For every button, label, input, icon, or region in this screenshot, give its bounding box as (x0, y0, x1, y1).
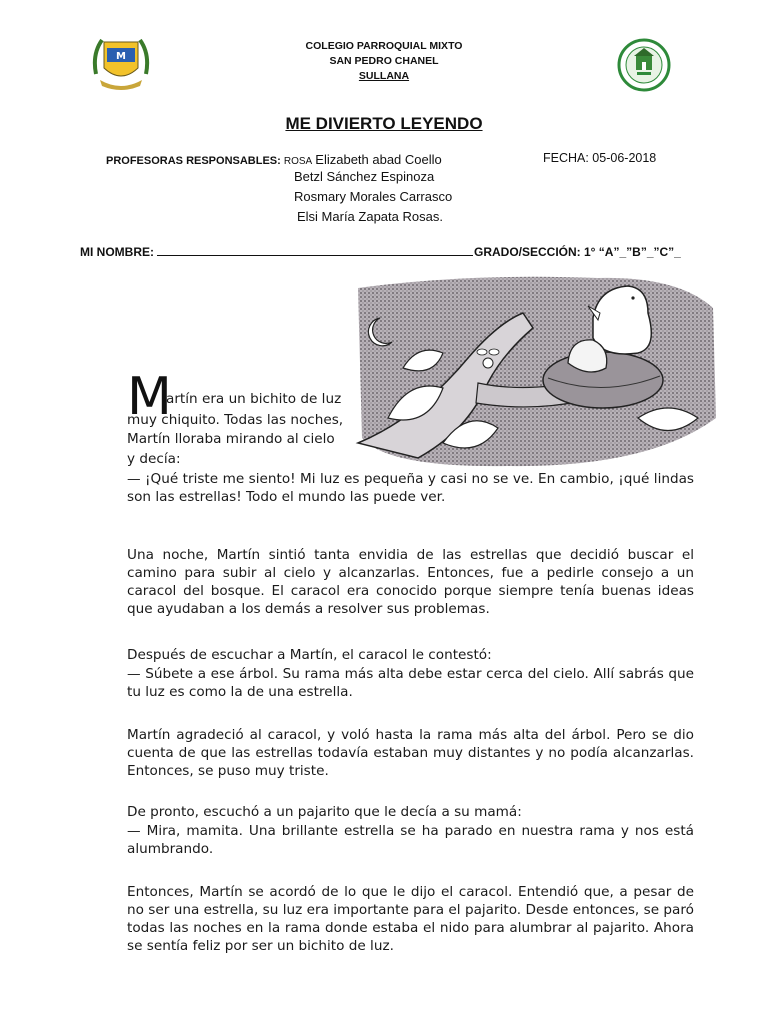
name-blank-line[interactable] (157, 255, 473, 256)
date-label: FECHA: 05-06-2018 (543, 151, 657, 165)
story-line-4: y decía: (127, 451, 181, 467)
parish-seal-logo (617, 38, 671, 92)
teacher-prefix: ROSA (283, 156, 313, 167)
teachers-label-text: PROFESORAS RESPONSABLES: (106, 155, 281, 167)
story-illustration (348, 268, 720, 474)
grade-section-label: GRADO/SECCIÓN: 1° “A”_”B”_”C”_ (474, 245, 681, 259)
story-line-2: muy chiquito. Todas las noches, (127, 412, 344, 428)
teacher-name-2: Betzl Sánchez Espinoza (294, 169, 435, 184)
story-paragraph-3a: Después de escuchar a Martín, el caracol le contestó: (127, 647, 492, 663)
page-title: ME DIVIERTO LEYENDO (285, 114, 483, 133)
teachers-label (106, 152, 442, 167)
story-first-line: artín era un bichito de luz (166, 391, 342, 407)
name-label: MI NOMBRE: (80, 245, 154, 259)
story-paragraph-5a: De pronto, escuchó a un pajarito que le decía a su mamá: (127, 804, 522, 820)
story-dropcap: M (127, 367, 172, 427)
school-name-line1: COLEGIO PARROQUIAL MIXTO (305, 40, 463, 52)
school-city: SULLANA (358, 70, 410, 82)
story-line-3: Martín lloraba mirando al cielo (127, 431, 335, 447)
story-paragraph-1: — ¡Qué triste me siento! Mi luz es pequeña y casi no se ve. En cambio, ¡qué lindas son las estrellas! Todo el mundo las puede ver. (127, 471, 694, 505)
story-paragraph-4: Martín agradeció al caracol, y voló hasta la rama más alta del árbol. Pero se dio cuenta de que las estrellas todavía estaban muy distantes y no podía alcanzarlas. Entonces, se puso muy triste. (127, 727, 694, 779)
svg-text:M: M (116, 51, 126, 62)
story-paragraph-2: Una noche, Martín sintió tanta envidia de las estrellas que decidió buscar el camino para subir al cielo y alcanzarlas. Entonces, fue a pedirle consejo a un caracol del bosque. El caracol era conocido porque siempre tenía buenas ideas que ayudaban a los demás a resolver sus problemas. (127, 547, 694, 617)
teacher-name-1: Elizabeth abad Coello (315, 152, 442, 167)
student-name-field[interactable] (80, 245, 473, 259)
teacher-name-4: Elsi María Zapata Rosas. (297, 209, 443, 224)
story-paragraph-3b: — Súbete a ese árbol. Su rama más alta debe estar cerca del cielo. Allí sabrás que tu luz es como la de una estrella. (127, 666, 694, 700)
story-paragraph-5b: — Mira, mamita. Una brillante estrella se ha parado en nuestra rama y nos está alumbrando. (127, 823, 694, 857)
teacher-name-3: Rosmary Morales Carrasco (294, 189, 453, 204)
school-name-line2: SAN PEDRO CHANEL (329, 55, 439, 67)
story-paragraph-6: Entonces, Martín se acordó de lo que le dijo el caracol. Entendió que, a pesar de no ser una estrella, su luz era importante para el pajarito. Desde entonces, se paró todas las noches en la rama donde estaba el nido para alumbrar al pajarito. Ahora se sentía feliz por ser un bichito de luz. (127, 884, 694, 954)
